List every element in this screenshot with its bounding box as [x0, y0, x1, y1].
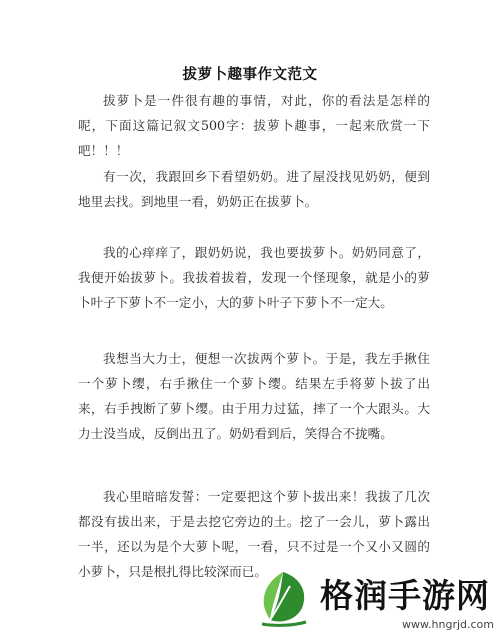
watermark-url: www.hngrjd.com — [402, 618, 494, 631]
site-watermark — [252, 560, 500, 638]
leaf-logo-icon — [252, 568, 314, 630]
paragraph-intro: 拔萝卜是一件很有趣的事情，对此，你的看法是怎样的呢，下面这篇记叙文500字：拔萝卜趣事，一起来欣赏一下吧！！！ — [78, 93, 430, 158]
paragraph-strongman: 我想当大力士，便想一次拔两个萝卜。于是，我左手揪住一个萝卜缨，右手揪住一个萝卜缨。结果左手将萝卜拔了出来，右手拽断了萝卜缨。由于用力过猛，摔了一个大跟头。大力士没当成，反倒出丑了。奶奶看到后，笑得合不拢嘴。 — [78, 351, 430, 441]
paragraph-start-pulling: 我的心痒痒了，跟奶奶说，我也要拔萝卜。奶奶同意了，我便开始拔萝卜。我拔着拔着，发现一个怪现象，就是小的萝卜叶子下萝卜不一定小，大的萝卜叶子下萝卜不一定大。 — [78, 245, 430, 310]
paragraph-visit: 有一次，我跟回乡下看望奶奶。进了屋没找见奶奶，便到地里去找。到地里一看，奶奶正在拔萝卜。 — [78, 169, 430, 209]
watermark-site-name: 格润手游网 — [320, 576, 490, 615]
document-title: 拔萝卜趣事作文范文 — [182, 66, 318, 83]
paragraph-vow: 我心里暗暗发誓：一定要把这个萝卜拔出来！我拔了几次都没有拔出来，于是去挖它旁边的土。挖了一会儿，萝卜露出一半，还以为是个大萝卜呢，一看，只不过是一个又小又圆的小萝卜，只是根扎得比较深而已。 — [78, 489, 430, 579]
